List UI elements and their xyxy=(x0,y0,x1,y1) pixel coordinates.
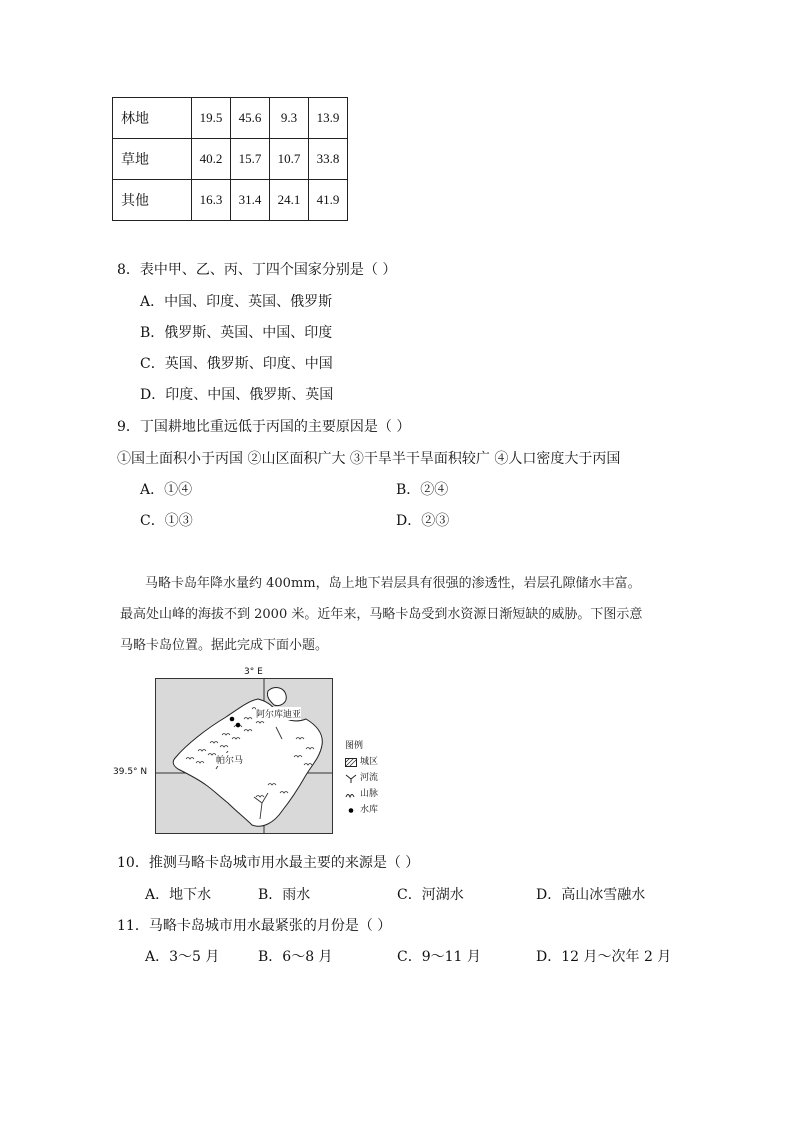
row-label: 草地 xyxy=(113,139,192,180)
passage-line-3: 马略卡岛位置。据此完成下面小题。 xyxy=(120,638,329,653)
reservoir-icon xyxy=(345,806,357,815)
latitude-label: 39.5° N xyxy=(113,767,148,777)
question-8-stem: 8．表中甲、乙、丙、丁四个国家分别是（ ） xyxy=(117,262,397,278)
passage-line-1: 马略卡岛年降水量约 400mm，岛上地下岩层具有很强的渗透性，岩层孔隙储水丰富。 xyxy=(145,576,641,591)
cell: 33.8 xyxy=(309,139,348,180)
reservoir-dot xyxy=(230,717,235,722)
cell: 9.3 xyxy=(270,98,309,139)
question-11-option-d[interactable]: D．12 月～次年 2 月 xyxy=(536,949,672,965)
question-8-option-c[interactable]: C．英国、俄罗斯、印度、中国 xyxy=(140,356,333,372)
mallorca-map xyxy=(155,678,333,834)
question-10-option-a[interactable]: A．地下水 xyxy=(145,887,212,903)
cell: 45.6 xyxy=(231,98,270,139)
table-row xyxy=(113,180,348,221)
question-10-option-d[interactable]: D．高山冰雪融水 xyxy=(536,887,646,903)
question-11-option-c[interactable]: C．9～11 月 xyxy=(397,949,481,965)
question-10-option-b[interactable]: B．雨水 xyxy=(258,887,311,903)
question-9-option-d[interactable]: D．②③ xyxy=(396,513,450,529)
question-9-option-a[interactable]: A．①④ xyxy=(140,482,193,498)
city-label-alcudia: 阿尔库迪亚 xyxy=(256,707,301,720)
legend-item: 山脉 xyxy=(345,786,378,802)
map-legend xyxy=(345,738,378,818)
question-11-option-a[interactable]: A．3～5 月 xyxy=(145,949,220,965)
row-label: 其他 xyxy=(113,180,192,221)
question-9-statements: ①国土面积小于丙国 ②山区面积广大 ③干旱半干旱面积较广 ④人口密度大于丙国 xyxy=(117,451,621,467)
question-8-option-b[interactable]: B．俄罗斯、英国、中国、印度 xyxy=(140,325,333,341)
legend-item: 水库 xyxy=(345,802,378,818)
cell: 15.7 xyxy=(231,139,270,180)
urban-area-icon xyxy=(345,758,357,767)
legend-item: 城区 xyxy=(345,754,378,770)
cell: 41.9 xyxy=(309,180,348,221)
table-row xyxy=(113,139,348,180)
city-label-palma: 帕尔马 xyxy=(216,753,243,766)
question-11-option-b[interactable]: B．6～8 月 xyxy=(258,949,333,965)
question-10-stem: 10．推测马略卡岛城市用水最主要的来源是（ ） xyxy=(117,855,420,871)
question-9-stem: 9．丁国耕地比重远低于丙国的主要原因是（ ） xyxy=(117,419,411,435)
mountain-icon xyxy=(345,790,357,799)
row-label: 林地 xyxy=(113,98,192,139)
table-row xyxy=(113,98,348,139)
land-use-table xyxy=(112,97,348,221)
legend-item: 河流 xyxy=(345,770,378,786)
question-10-option-c[interactable]: C．河湖水 xyxy=(397,887,464,903)
question-11-stem: 11．马略卡岛城市用水最紧张的月份是（ ） xyxy=(117,918,392,934)
question-9-option-c[interactable]: C．①③ xyxy=(140,513,193,529)
island-shape xyxy=(156,679,332,833)
cell: 13.9 xyxy=(309,98,348,139)
cell: 31.4 xyxy=(231,180,270,221)
legend-title: 图例 xyxy=(345,741,364,751)
river-icon xyxy=(345,774,357,783)
cell: 10.7 xyxy=(270,139,309,180)
question-8-option-a[interactable]: A．中国、印度、英国、俄罗斯 xyxy=(140,294,333,310)
reservoir-dot xyxy=(236,723,241,728)
question-9-option-b[interactable]: B．②④ xyxy=(396,482,449,498)
cell: 40.2 xyxy=(192,139,231,180)
longitude-label: 3° E xyxy=(244,667,263,677)
cell: 24.1 xyxy=(270,180,309,221)
passage-line-2: 最高处山峰的海拔不到 2000 米。近年来，马略卡岛受到水资源日渐短缺的威胁。下图示意 xyxy=(120,607,643,622)
cell: 16.3 xyxy=(192,180,231,221)
cell: 19.5 xyxy=(192,98,231,139)
question-8-option-d[interactable]: D．印度、中国、俄罗斯、英国 xyxy=(140,387,334,403)
